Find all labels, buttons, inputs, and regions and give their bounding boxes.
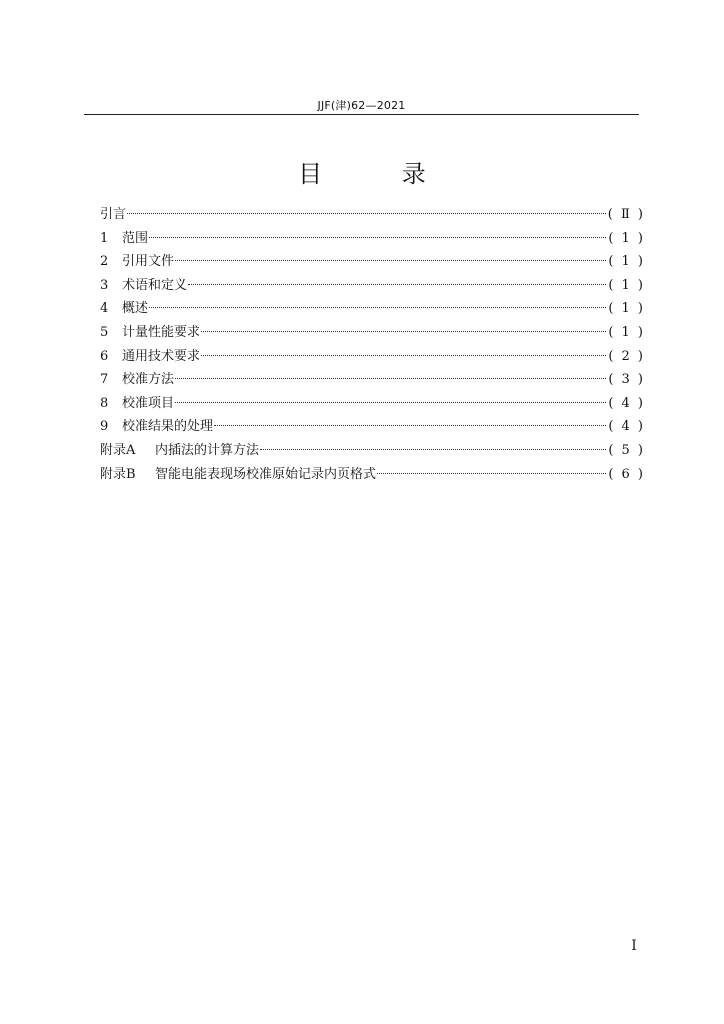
toc-leader-dots [175, 378, 606, 379]
page-number: I [631, 938, 637, 954]
toc-leader-dots [188, 284, 606, 285]
toc-item-page: ( 4 ) [608, 419, 645, 435]
toc-item-text: 引用文件 [122, 254, 175, 270]
table-of-contents [100, 203, 645, 486]
toc-item-number: 2 [100, 254, 109, 270]
toc-item-text: 内插法的计算方法 [155, 442, 260, 458]
toc-item-page: ( 1 ) [608, 254, 645, 270]
toc-item-number: 附录B [100, 466, 136, 482]
toc-leader-dots [260, 449, 606, 450]
toc-item-3[interactable] [100, 274, 645, 298]
toc-item-text: 概述 [122, 301, 149, 317]
header-rule [84, 114, 639, 115]
toc-item-text: 范围 [122, 230, 149, 246]
toc-item-6[interactable] [100, 345, 645, 369]
toc-item-page: ( 1 ) [608, 324, 645, 340]
toc-item-text: 术语和定义 [122, 277, 188, 293]
toc-item-1[interactable] [100, 227, 645, 251]
toc-item-text: 通用技术要求 [122, 348, 201, 364]
toc-leader-dots [377, 473, 606, 474]
toc-item-number: 7 [100, 372, 109, 388]
toc-title: 目 录 [298, 160, 462, 188]
toc-item-text: 智能电能表现场校准原始记录内页格式 [155, 466, 377, 482]
toc-item-page: ( 1 ) [608, 277, 645, 293]
toc-item-7[interactable] [100, 368, 645, 392]
toc-leader-dots [127, 213, 606, 214]
toc-item-text: 校准结果的处理 [122, 419, 214, 435]
toc-item-text: 校准方法 [122, 372, 175, 388]
toc-item-page: ( 2 ) [608, 348, 645, 364]
toc-item-page: ( Ⅱ ) [607, 207, 645, 222]
toc-item-number: 5 [100, 324, 109, 340]
toc-leader-dots [175, 260, 606, 261]
toc-leader-dots [175, 402, 606, 403]
toc-item-page: ( 6 ) [608, 466, 645, 482]
toc-item-page: ( 1 ) [608, 301, 645, 317]
toc-item-8[interactable] [100, 392, 645, 416]
toc-item-text: 计量性能要求 [122, 324, 201, 340]
toc-leader-dots [149, 237, 606, 238]
toc-item-number: 8 [100, 395, 109, 411]
toc-item-2[interactable] [100, 250, 645, 274]
toc-item-number: 附录A [100, 442, 136, 458]
toc-item-appendix-a[interactable] [100, 439, 645, 463]
toc-item-appendix-b[interactable] [100, 463, 645, 487]
toc-item-number: 3 [100, 277, 109, 293]
toc-item-introduction[interactable] [100, 203, 645, 227]
toc-leader-dots [201, 355, 606, 356]
toc-item-9[interactable] [100, 415, 645, 439]
toc-item-page: ( 3 ) [608, 372, 645, 388]
toc-item-number: 4 [100, 301, 109, 317]
toc-item-5[interactable] [100, 321, 645, 345]
toc-item-page: ( 4 ) [608, 395, 645, 411]
toc-item-text: 引言 [100, 207, 127, 222]
toc-item-number: 1 [100, 230, 109, 246]
toc-item-page: ( 1 ) [608, 230, 645, 246]
toc-item-number: 6 [100, 348, 109, 364]
toc-item-number: 9 [100, 419, 109, 435]
page-header: JJF(津)62—2021 [317, 99, 406, 112]
toc-leader-dots [201, 331, 606, 332]
toc-item-page: ( 5 ) [608, 442, 645, 458]
toc-leader-dots [149, 307, 606, 308]
toc-leader-dots [214, 425, 606, 426]
toc-item-text: 校准项目 [122, 395, 175, 411]
toc-item-4[interactable] [100, 297, 645, 321]
